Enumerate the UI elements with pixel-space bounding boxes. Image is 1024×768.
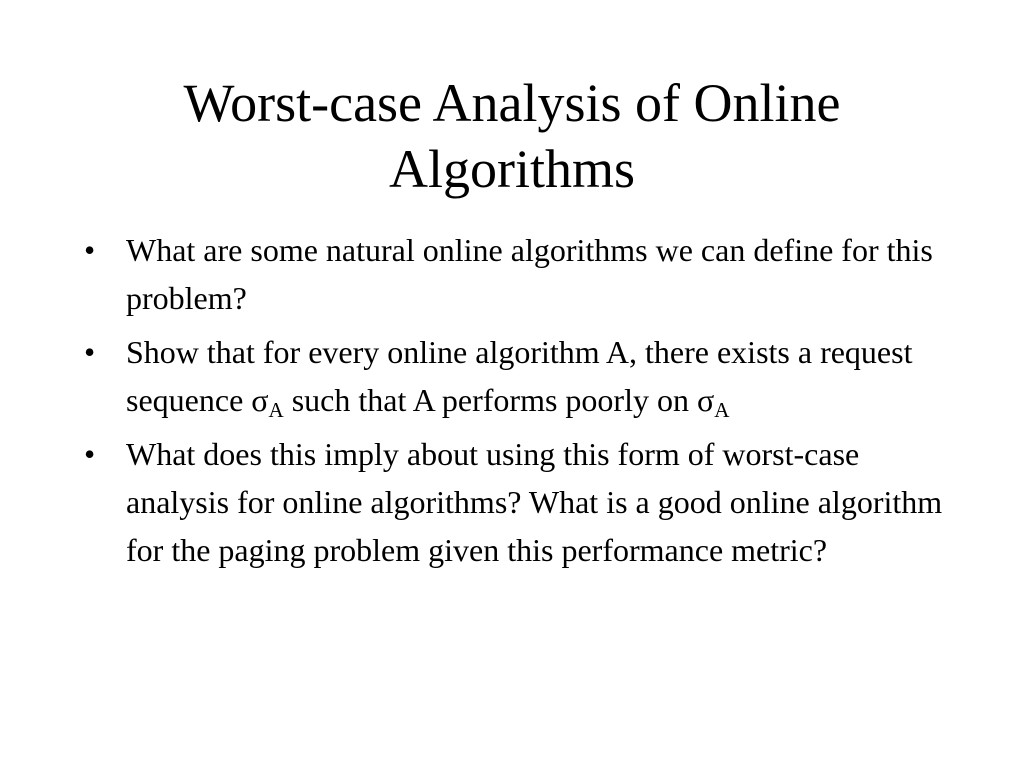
bullet-item-2	[84, 328, 944, 424]
bullet-marker: •	[84, 436, 96, 472]
bullet-text-2a: Show that for every online algorithm A, there exists a request sequence σ	[126, 334, 913, 418]
subscript-a: A	[268, 398, 284, 422]
bullet-marker: •	[84, 232, 96, 268]
bullet-item-1	[84, 226, 944, 322]
bullet-text-1: What are some natural online algorithms we can define for this problem?	[126, 232, 933, 316]
bullet-marker: •	[84, 334, 96, 370]
slide-title: Worst-case Analysis of Online Algorithms	[183, 73, 841, 199]
bullet-item-3	[84, 430, 944, 574]
subscript-a: A	[714, 398, 730, 422]
bullet-text-2b: such that A performs poorly on σ	[283, 382, 715, 418]
bullet-text-3: What does this imply about using this form of worst-case analysis for online algorithms? What is a good online algorithm for the paging problem given this performance metric?	[126, 436, 943, 568]
bullet-list	[84, 226, 944, 580]
